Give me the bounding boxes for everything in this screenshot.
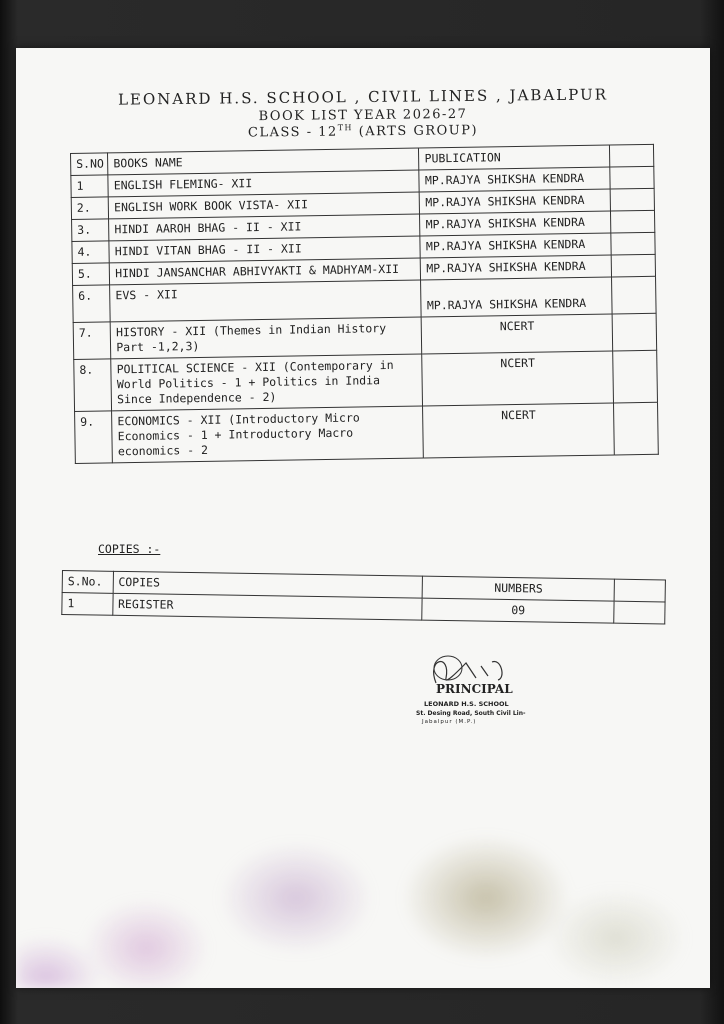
row-blank (612, 313, 656, 351)
row-book-name: POLITICAL SCIENCE - XII (Contemporary in World Politics - 1 + Politics in India Since Independence - 2) (111, 354, 423, 411)
row-publication: MP.RAJYA SHIKSHA KENDRA (420, 233, 611, 258)
row-sno: 9. (75, 411, 113, 464)
blurred-area (16, 748, 710, 988)
row-book-name: ECONOMICS - XII (Introductory Micro Economics - 1 + Introductory Macro economics - 2 (112, 406, 424, 463)
row-blank (611, 210, 655, 233)
row-sno: 8. (74, 359, 112, 412)
table-row (74, 350, 658, 411)
class-sup: TH (337, 123, 354, 133)
copies-title: COPIES :- (98, 542, 161, 556)
row-book-name: EVS - XII (110, 280, 422, 322)
row-publication: MP.RAJYA SHIKSHA KENDRA (421, 277, 612, 317)
row-sno: 7. (73, 322, 111, 360)
row-blank (612, 276, 656, 314)
row-sno: 4. (72, 241, 110, 264)
row-blank (610, 188, 654, 211)
principal-stamp (366, 658, 546, 738)
row-publication: NCERT (423, 403, 614, 458)
copies-row-number: 09 (422, 598, 615, 623)
copies-header-sno: S.No. (62, 571, 113, 594)
row-blank (611, 232, 655, 255)
copies-header-numbers: NUMBERS (422, 576, 615, 601)
row-publication: MP.RAJYA SHIKSHA KENDRA (421, 255, 612, 280)
row-book-name: HINDI VITAN BHAG - II - XII (109, 236, 421, 263)
row-sno: 6. (73, 285, 111, 323)
copies-row-blank (614, 601, 665, 624)
row-book-name: ENGLISH WORK BOOK VISTA- XII (108, 192, 420, 219)
row-blank (614, 402, 659, 455)
row-publication: MP.RAJYA SHIKSHA KENDRA (419, 167, 610, 192)
copies-table (61, 570, 666, 624)
table-row (75, 402, 659, 463)
row-blank (613, 350, 658, 403)
booklist-year: BOOK LIST YEAR 2026-27 (258, 106, 468, 125)
school-name: LEONARD H.S. SCHOOL , CIVIL LINES , JABALPUR (117, 85, 609, 109)
document-header (16, 85, 710, 141)
header-blank (610, 144, 654, 167)
header-sno: S.NO (71, 153, 109, 176)
header-publication: PUBLICATION (419, 145, 610, 170)
row-book-name: HINDI AAROH BHAG - II - XII (109, 214, 421, 241)
copies-row-sno: 1 (62, 593, 113, 616)
document-page (16, 48, 710, 988)
stamp-line-3: Jabalpur (M.P.) (422, 719, 477, 725)
row-sno: 3. (72, 219, 110, 242)
header-books-name: BOOKS NAME (108, 148, 420, 175)
row-publication: NCERT (422, 351, 613, 406)
row-book-name: ENGLISH FLEMING- XII (108, 170, 420, 197)
stamp-title: PRINCIPAL (436, 682, 513, 696)
stamp-line-2: St. Desing Road, South Civil Lin- (416, 710, 526, 717)
row-sno: 1 (71, 175, 109, 198)
copies-header-blank (614, 579, 665, 602)
row-publication: NCERT (422, 314, 613, 354)
books-table (70, 144, 659, 464)
row-sno: 5. (72, 263, 110, 286)
row-publication: MP.RAJYA SHIKSHA KENDRA (420, 211, 611, 236)
row-blank (610, 166, 654, 189)
stamp-line-1: LEONARD H.S. SCHOOL (424, 700, 509, 708)
class-suffix: (ARTS GROUP) (352, 123, 479, 140)
copies-row-copy: REGISTER (112, 593, 422, 620)
row-blank (611, 254, 655, 277)
row-book-name: HISTORY - XII (Themes in Indian History Part -1,2,3) (110, 317, 422, 359)
class-prefix: CLASS - 12 (247, 124, 338, 141)
row-sno: 2. (71, 197, 109, 220)
copies-header-copies: COPIES (113, 571, 423, 598)
row-publication: MP.RAJYA SHIKSHA KENDRA (420, 189, 611, 214)
row-book-name: HINDI JANSANCHAR ABHIVYAKTI & MADHYAM-XII (109, 258, 421, 285)
